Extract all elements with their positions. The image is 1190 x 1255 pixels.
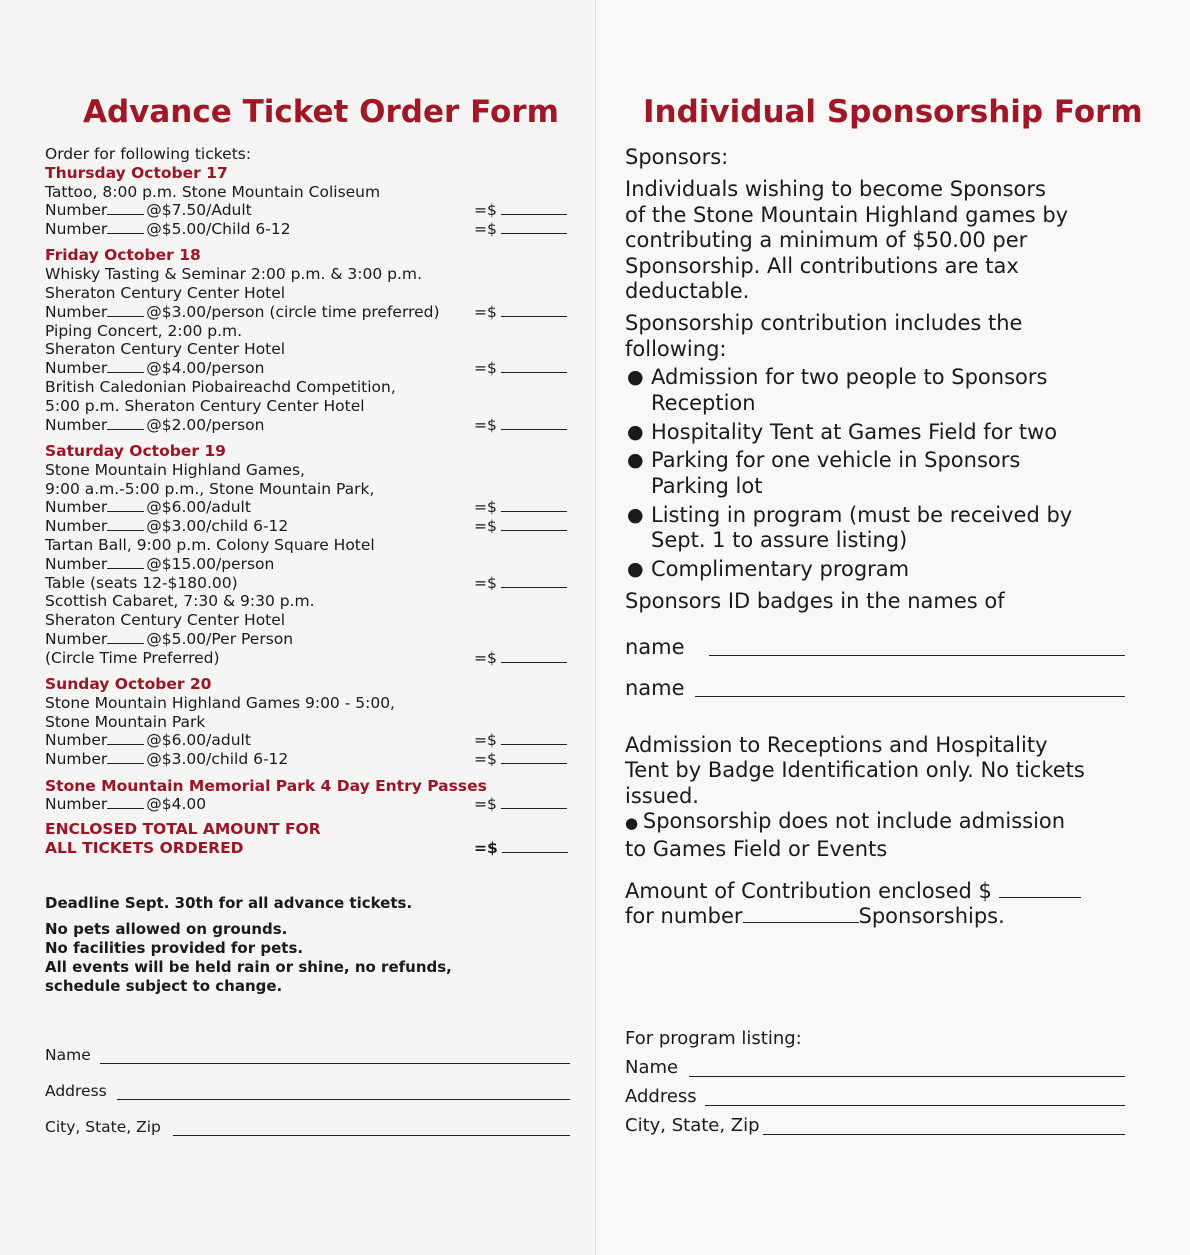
sponsorships-label: Sponsorships. — [858, 904, 1005, 929]
line-text: Sheraton Century Center Hotel — [45, 611, 286, 630]
line-text: 9:00 a.m.-5:00 p.m., Stone Mountain Park, — [45, 479, 375, 498]
exclusion-line — [625, 837, 1150, 862]
ticket-line — [45, 517, 573, 536]
event-detail — [45, 322, 573, 341]
line-text: @$15.00/person — [146, 554, 275, 573]
ticket-form-title: Advance Ticket Order Form — [83, 94, 559, 130]
number-label: Number — [45, 498, 108, 517]
event-detail — [45, 480, 573, 499]
line-text: @$6.00/adult — [146, 498, 251, 517]
event-detail — [45, 397, 573, 416]
quantity-field[interactable] — [107, 220, 144, 234]
line-text: Stone Mountain Highland Games 9:00 - 5:00, — [45, 693, 395, 712]
ticket-line — [45, 795, 573, 814]
amount-sign: =$ — [474, 750, 497, 769]
quantity-field[interactable] — [107, 416, 144, 430]
ticket-line — [45, 649, 573, 668]
number-label: Number — [45, 201, 108, 220]
event-detail — [45, 461, 573, 480]
ticket-line — [45, 416, 573, 435]
city-state-zip-field[interactable] — [45, 1118, 570, 1140]
for-number-label: for number — [625, 904, 743, 929]
benefit-text: Reception — [651, 390, 756, 415]
intro-line: of the Stone Mountain Highland games by — [625, 202, 1069, 227]
line-text: Tartan Ball, 9:00 p.m. Colony Square Hotel — [45, 535, 375, 554]
includes-line: following: — [625, 336, 727, 361]
number-label: Number — [45, 415, 108, 434]
amount-field[interactable] — [474, 574, 570, 593]
amount-field[interactable] — [474, 649, 570, 668]
event-detail — [45, 284, 573, 303]
program-address-label: Address — [625, 1086, 697, 1107]
line-text: @$5.00/Child 6-12 — [146, 220, 291, 239]
admission-text — [625, 733, 1150, 930]
quantity-field[interactable] — [107, 201, 144, 215]
ticket-order-list — [45, 145, 573, 996]
includes-line: Sponsorship contribution includes the — [625, 311, 1023, 336]
section-heading: Stone Mountain Memorial Park 4 Day Entry Passes — [45, 776, 487, 795]
section-heading: Saturday October 19 — [45, 441, 226, 460]
line-text: @$2.00/person — [146, 415, 265, 434]
benefit-item — [625, 557, 1150, 582]
number-label: Number — [45, 220, 108, 239]
number-label: Number — [45, 517, 108, 536]
event-detail — [45, 592, 573, 611]
policy-note: schedule subject to change. — [45, 976, 283, 995]
name-label: Name — [45, 1046, 91, 1064]
number-label: Number — [45, 750, 108, 769]
amount-sign: =$ — [474, 731, 497, 750]
benefit-text: Listing in program (must be received by — [651, 502, 1073, 527]
exclusion-text: Sponsorship does not include admission — [642, 809, 1066, 834]
amount-sign: =$ — [474, 648, 497, 667]
quantity-field[interactable] — [107, 750, 144, 764]
quantity-field[interactable] — [107, 731, 144, 745]
line-text: @$5.00/Per Person — [146, 629, 294, 648]
benefit-item — [625, 365, 1150, 416]
line-text: Tattoo, 8:00 p.m. Stone Mountain Coliseum — [45, 182, 381, 201]
line-text: @$3.00/child 6-12 — [146, 750, 289, 769]
line-text: Stone Mountain Highland Games, — [45, 460, 305, 479]
event-detail — [45, 340, 573, 359]
benefit-text: Complimentary program — [651, 557, 910, 582]
line-text: Stone Mountain Park — [45, 712, 206, 731]
number-label: Number — [45, 359, 108, 378]
total-label-2: ALL TICKETS ORDERED — [45, 838, 244, 857]
sponsorship-count-row[interactable] — [625, 904, 1150, 929]
line-text: British Caledonian Piobaireachd Competition, — [45, 378, 396, 397]
amount-field[interactable] — [474, 416, 570, 435]
total-row — [45, 839, 573, 858]
program-name-label: Name — [625, 1057, 679, 1078]
number-label: Number — [45, 554, 108, 573]
event-detail — [45, 611, 573, 630]
deadline-note: Deadline Sept. 30th for all advance tickets. — [45, 893, 413, 912]
section-heading: Friday October 18 — [45, 246, 201, 265]
ticket-line — [45, 220, 573, 239]
exclusion-line — [625, 809, 1150, 836]
event-detail — [45, 536, 573, 555]
line-text: Whisky Tasting & Seminar 2:00 p.m. & 3:00 p.m. — [45, 265, 422, 284]
event-detail — [45, 265, 573, 284]
ticket-line — [45, 750, 573, 769]
amount-sign: =$ — [474, 498, 497, 517]
event-detail — [45, 378, 573, 397]
total-label-1: ENCLOSED TOTAL AMOUNT FOR — [45, 820, 321, 839]
address-label: Address — [45, 1082, 107, 1100]
amount-sign: =$ — [474, 573, 497, 592]
policy-note: No facilities provided for pets. — [45, 939, 304, 958]
amount-sign: =$ — [474, 201, 497, 220]
line-text: Piping Concert, 2:00 p.m. — [45, 321, 243, 340]
contribution-amount-label: Amount of Contribution enclosed $ — [625, 879, 992, 904]
benefit-text: Hospitality Tent at Games Field for two — [651, 419, 1058, 444]
policy-note: All events will be held rain or shine, no refunds, — [45, 958, 452, 977]
program-listing-label: For program listing: — [625, 1028, 802, 1049]
number-label: Number — [45, 731, 108, 750]
benefit-text: Parking for one vehicle in Sponsors — [651, 448, 1021, 473]
amount-field[interactable] — [474, 220, 570, 239]
event-detail — [45, 183, 573, 202]
name-field[interactable] — [45, 1046, 570, 1068]
line-text: @$3.00/child 6-12 — [146, 517, 289, 536]
line-text: @$3.00/person (circle time preferred) — [146, 302, 440, 321]
bullet-icon: ● — [625, 814, 643, 833]
quantity-field[interactable] — [107, 795, 144, 809]
bullet-icon: ● — [627, 420, 644, 443]
ticket-line — [45, 303, 573, 322]
program-address-field[interactable] — [625, 1086, 1125, 1110]
badge-name-label: name — [625, 676, 685, 700]
line-text: 5:00 p.m. Sheraton Century Center Hotel — [45, 396, 365, 415]
line-text: @$4.00 — [146, 795, 207, 814]
amount-field[interactable] — [474, 201, 570, 220]
line-text: Scottish Cabaret, 7:30 & 9:30 p.m. — [45, 592, 315, 611]
line-text: @$7.50/Adult — [146, 201, 252, 220]
line-text: @$6.00/adult — [146, 731, 251, 750]
address-field[interactable] — [45, 1082, 570, 1104]
benefit-item — [625, 420, 1150, 445]
bullet-icon: ● — [627, 558, 644, 581]
ticket-line — [45, 574, 573, 593]
program-name-field[interactable] — [625, 1057, 1125, 1081]
benefit-text: Parking lot — [651, 473, 763, 498]
policy-note: No pets allowed on grounds. — [45, 920, 288, 939]
quantity-field[interactable] — [107, 517, 144, 531]
line-text: Sheraton Century Center Hotel — [45, 340, 286, 359]
intro-line: Individuals wishing to become Sponsors — [625, 177, 1046, 202]
line-text: @$4.00/person — [146, 359, 265, 378]
benefit-item — [625, 503, 1150, 554]
amount-field[interactable] — [474, 750, 570, 769]
ticket-line — [45, 555, 573, 574]
ticket-line — [45, 731, 573, 750]
amount-field[interactable] — [474, 731, 570, 750]
program-city-state-zip-label: City, State, Zip — [625, 1115, 760, 1136]
badge-name-field-2[interactable] — [625, 676, 1125, 702]
order-intro: Order for following tickets: — [45, 145, 252, 163]
badge-name-field-1[interactable] — [625, 635, 1125, 661]
quantity-field[interactable] — [107, 498, 144, 512]
sponsorship-text — [625, 145, 1150, 614]
program-city-state-zip-field[interactable] — [625, 1115, 1125, 1139]
sponsorship-page — [595, 0, 1190, 1255]
amount-sign: =$ — [474, 517, 497, 536]
exclusion-text: to Games Field or Events — [625, 836, 888, 861]
event-detail — [45, 713, 573, 732]
section-heading: Thursday October 17 — [45, 163, 228, 182]
amount-sign: =$ — [474, 415, 497, 434]
benefit-text: Sept. 1 to assure listing) — [651, 528, 908, 553]
section-heading: Sunday October 20 — [45, 675, 212, 694]
number-label: Number — [45, 302, 108, 321]
intro-line: deductable. — [625, 279, 750, 304]
line-text: Sheraton Century Center Hotel — [45, 284, 286, 303]
sponsorship-form-title: Individual Sponsorship Form — [643, 94, 1143, 130]
amount-field[interactable] — [474, 498, 570, 517]
quantity-field[interactable] — [107, 359, 144, 373]
badges-label: Sponsors ID badges in the names of — [625, 589, 1005, 613]
intro-line: Sponsorship. All contributions are tax — [625, 253, 1019, 278]
intro-line: contributing a minimum of $50.00 per — [625, 228, 1028, 253]
bullet-icon: ● — [627, 449, 644, 472]
admission-line: issued. — [625, 783, 699, 808]
ticket-line — [45, 630, 573, 649]
ticket-line — [45, 498, 573, 517]
ticket-line — [45, 359, 573, 378]
event-detail — [45, 694, 573, 713]
quantity-field[interactable] — [107, 303, 144, 317]
city-state-zip-label: City, State, Zip — [45, 1118, 161, 1136]
quantity-field[interactable] — [107, 555, 144, 569]
benefit-item — [625, 448, 1150, 499]
badge-name-label: name — [625, 635, 685, 659]
contribution-amount-row[interactable] — [625, 879, 1150, 904]
benefit-text: Admission for two people to Sponsors — [651, 365, 1048, 390]
amount-sign: =$ — [474, 359, 497, 378]
total-amount-field[interactable]: =$ — [474, 839, 570, 858]
amount-field[interactable] — [474, 517, 570, 536]
admission-line: Tent by Badge Identification only. No tickets — [625, 758, 1085, 783]
amount-field[interactable] — [474, 359, 570, 378]
amount-sign: =$ — [474, 302, 497, 321]
bullet-icon: ● — [627, 366, 644, 389]
amount-sign: =$ — [474, 795, 497, 814]
number-label: Number — [45, 795, 108, 814]
bullet-icon: ● — [627, 503, 644, 526]
line-text: Table (seats 12-$180.00) — [45, 573, 238, 592]
amount-field[interactable] — [474, 795, 570, 814]
ticket-line — [45, 201, 573, 220]
line-text: (Circle Time Preferred) — [45, 648, 220, 667]
quantity-field[interactable] — [107, 630, 144, 644]
amount-field[interactable] — [474, 303, 570, 322]
sponsors-label: Sponsors: — [625, 145, 729, 169]
number-label: Number — [45, 629, 108, 648]
admission-line: Admission to Receptions and Hospitality — [625, 733, 1048, 757]
amount-sign: =$ — [474, 220, 497, 239]
